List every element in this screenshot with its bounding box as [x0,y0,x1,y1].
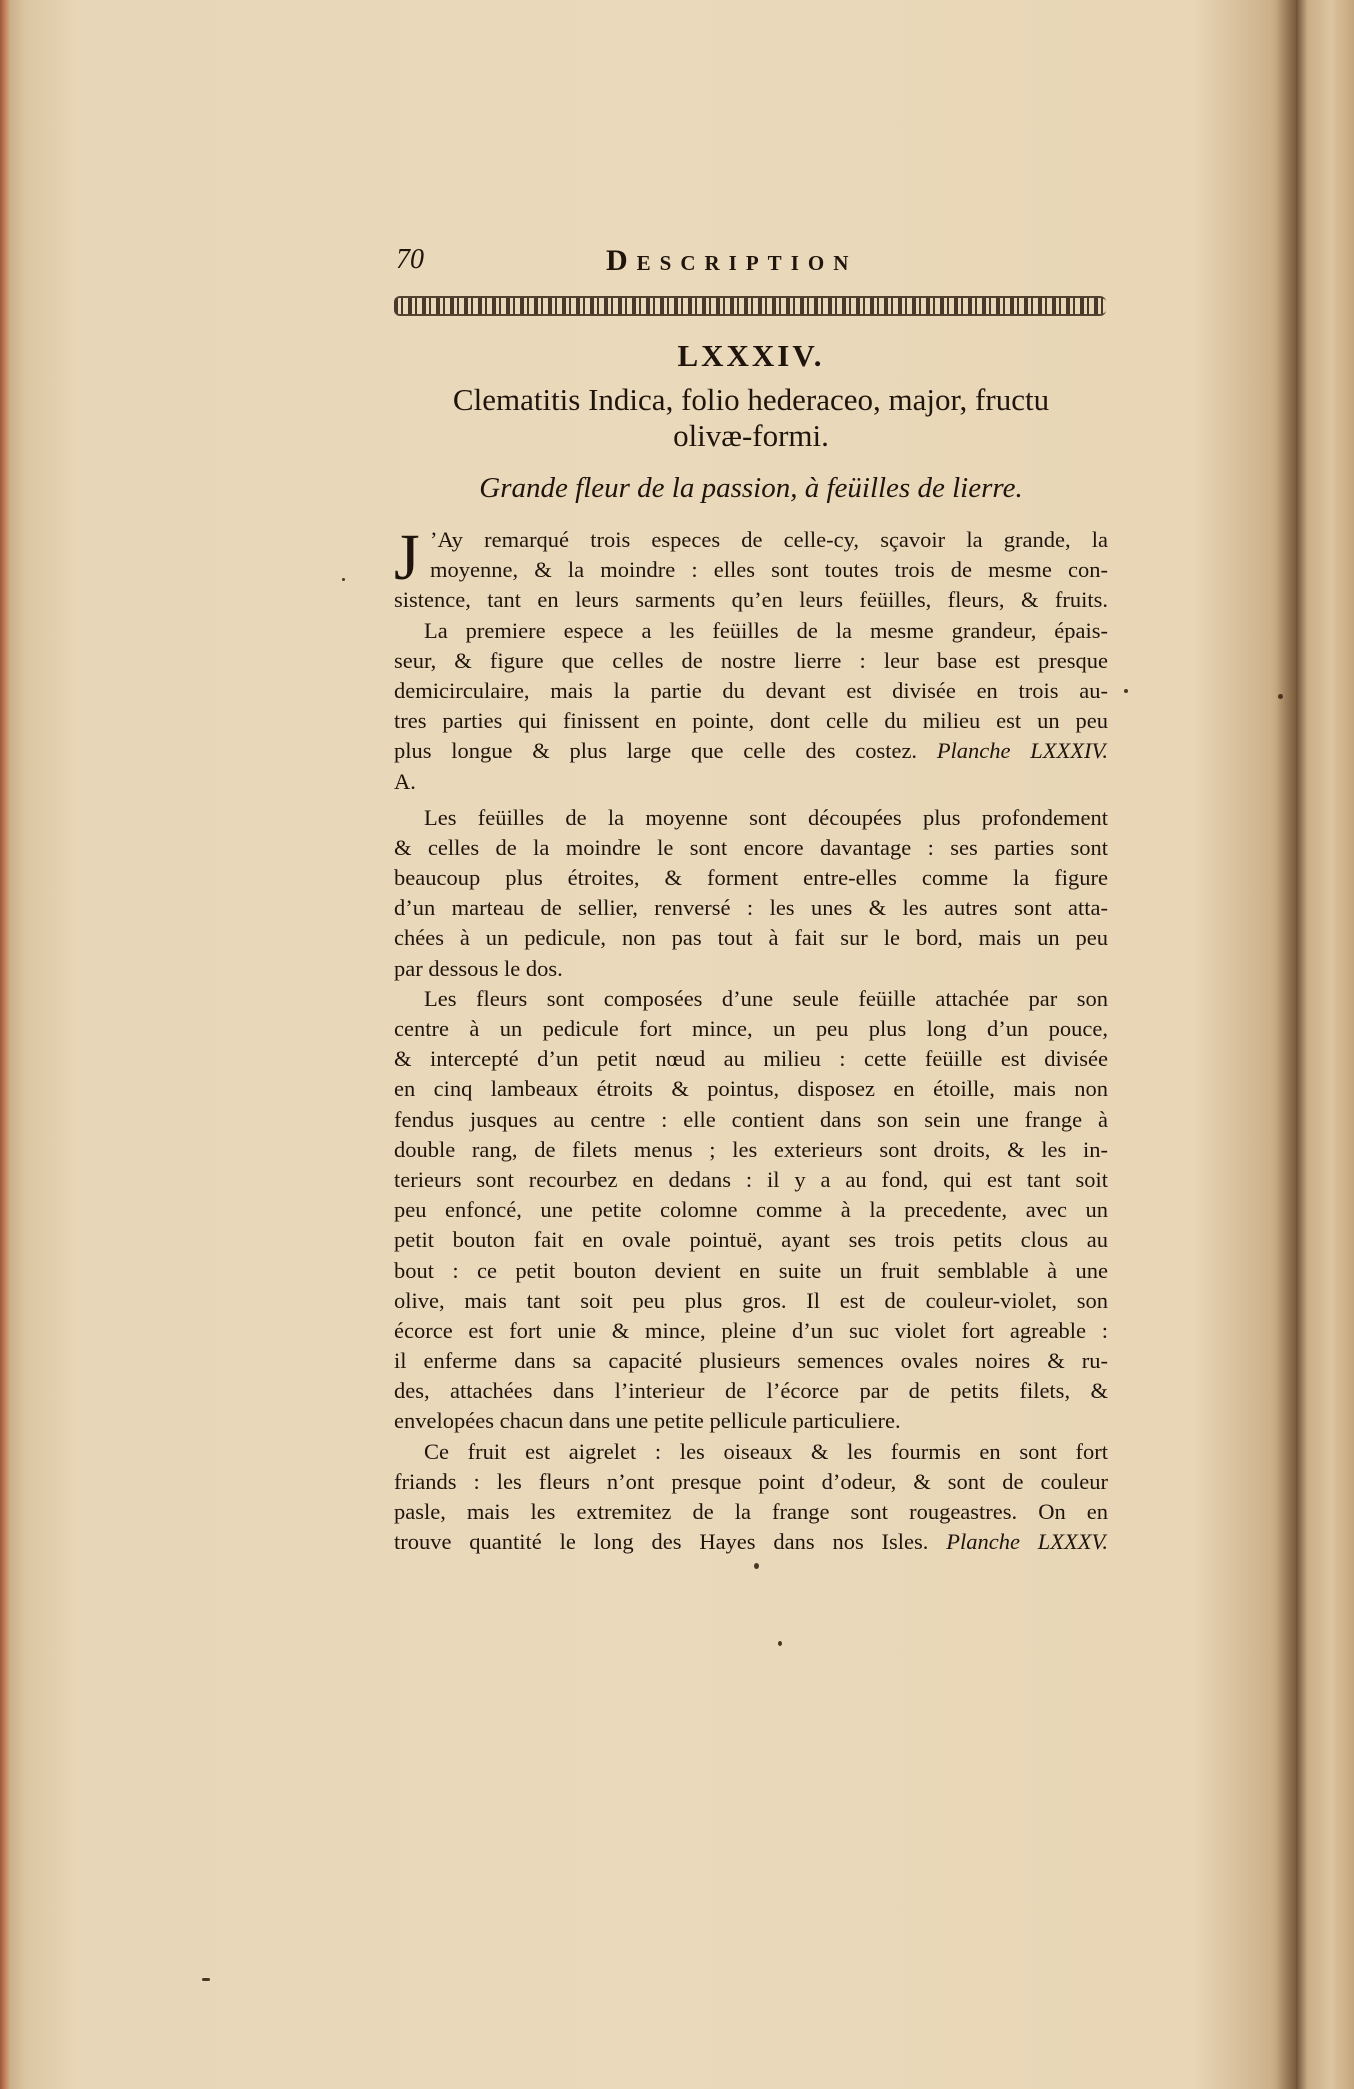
paper-speck [778,1641,782,1646]
text-line: d’un marteau de sellier, renversé : les unes & les autres sont atta- [394,895,1108,921]
text-line: friands : les fleurs n’ont presque point d’odeur, & sont de couleur [394,1468,1108,1494]
body-text [394,521,1108,1557]
text-line: pasle, mais les extremitez de la frange sont rougeastres. On en [394,1499,1108,1524]
drop-cap: J [394,521,420,594]
text-line: demicirculaire, mais la partie du devant est divisée en trois au- [394,677,1108,703]
entry-number: LXXXIV. [677,338,825,373]
paper-speck [754,1563,759,1569]
paragraph [394,984,1108,1437]
text-line: seur, & figure que celles de nostre lierre : leur base est presque [394,647,1108,673]
text-line: terieurs sont recourbez en dedans : il y a au fond, qui est tant soit [394,1166,1108,1192]
text-line: Les feüilles de la moyenne sont découpées plus profondement [424,804,1108,830]
text-line: par dessous le dos. [394,955,563,981]
paper-speck [202,1978,210,1981]
text-line: & celles de la moindre le sont encore davantage : ses parties sont [394,834,1108,860]
paper-speck [1124,689,1128,693]
plate-reference: Planche LXXXIV. [936,738,1108,764]
latin-title-line: olivæ-formi. [673,418,829,453]
text-line [394,1527,1108,1557]
text-line: olive, mais tant soit peu plus gros. Il est de couleur-violet, son [394,1287,1108,1313]
running-head [394,240,1108,280]
text-line: chées à un pedicule, non pas tout à fait sur le bord, mais un peu [394,925,1108,951]
text-line [394,736,1108,766]
text-line: fendus jusques au centre : elle contient dans son sein une frange à [394,1106,1108,1132]
text-line: beaucoup plus étroites, & forment entre-elles comme la figure [394,865,1108,891]
text-line: ’Ay remarqué trois especes de celle-cy, sçavoir la grande, la [430,527,1108,552]
text-line: Ce fruit est aigrelet : les oiseaux & les fourmis en sont fort [424,1438,1108,1464]
text-line: en cinq lambeaux étroits & pointus, disposez en étoille, mais non [394,1076,1108,1102]
latin-title-line: Clematitis Indica, folio hederaceo, major, fructu [452,382,1050,417]
text-segment: trouve quantité le long des Hayes dans nos Isles. [394,1529,929,1555]
paragraph [394,803,1108,984]
french-title: Grande fleur de la passion, à feüilles de lierre. [479,472,1023,504]
text-line: des, attachées dans l’interieur de l’écorce par de petits filets, & [394,1378,1108,1404]
paper-speck [342,578,345,581]
paragraph [394,616,1108,797]
text-line: & intercepté d’un petit nœud au milieu : cette feüille est divisée [394,1046,1108,1072]
text-line: tres parties qui finissent en pointe, dont celle du milieu est un peu [394,708,1108,734]
text-line: sistence, tant en leurs sarments qu’en leurs feüilles, fleurs, & fruits. [394,587,1108,613]
paragraph [394,521,1108,616]
text-line: peu enfoncé, une petite colomne comme à la precedente, avec un [394,1197,1108,1223]
page-number: 70 [396,244,424,275]
text-line: il enferme dans sa capacité plusieurs semences ovales noires & ru- [394,1348,1108,1374]
text-line: Les fleurs sont composées d’une seule feüille attachée par son [424,985,1108,1011]
page-content [394,240,1108,1557]
facing-page-edge [1296,0,1354,2089]
ornamental-rule [394,296,1106,316]
text-line: petit bouton fait en ovale pointuë, ayant ses trois petits clous au [394,1227,1108,1253]
text-line: A. [394,768,416,794]
running-title: Description [606,244,858,277]
text-line: La premiere espece a les feüilles de la mesme grandeur, épais- [424,617,1108,643]
text-line: envelopées chacun dans une petite pellicule particuliere. [394,1408,901,1434]
paragraph [394,1437,1108,1558]
text-segment: plus longue & plus large que celle des costez. [394,738,918,764]
text-line: double rang, de filets menus ; les exterieurs sont droits, & les in- [394,1136,1108,1162]
plate-reference: Planche LXXXV. [946,1529,1108,1555]
page-edge [0,0,10,2089]
text-line: moyenne, & la moindre : elles sont toutes trois de mesme con- [430,557,1108,583]
text-line: bout : ce petit bouton devient en suite un fruit semblable à une [394,1257,1108,1283]
latin-title [394,382,1108,454]
text-line: écorce est fort unie & mince, pleine d’un suc violet fort agreable : [394,1317,1108,1343]
text-line: centre à un pedicule fort mince, un peu plus long d’un pouce, [394,1016,1108,1041]
